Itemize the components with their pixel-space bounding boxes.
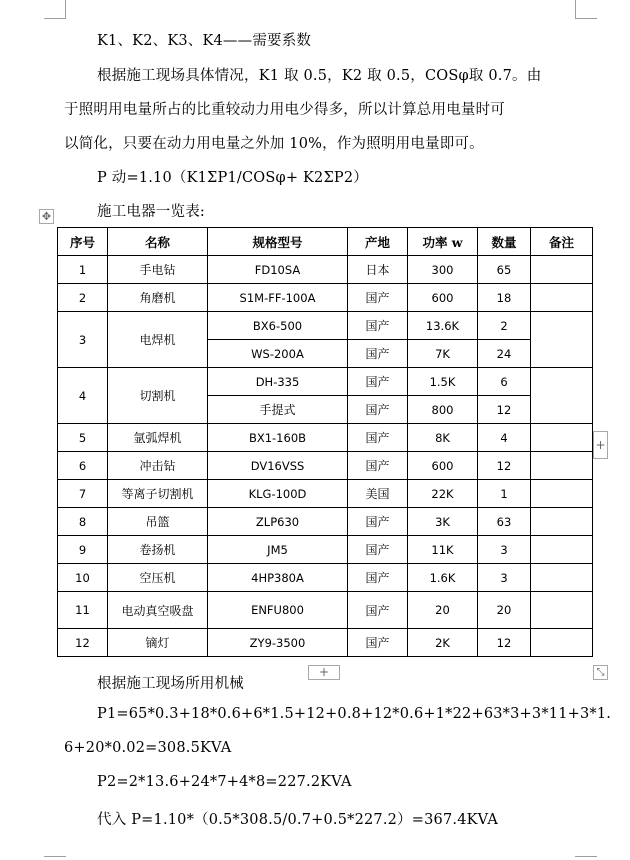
table-row <box>58 508 593 536</box>
cell-qty: 1 <box>478 480 531 508</box>
cell-qty: 24 <box>478 340 531 368</box>
cell-note <box>531 452 593 480</box>
cell-model: DH-335 <box>208 368 348 396</box>
cell-origin: 美国 <box>348 480 408 508</box>
cell-no: 6 <box>58 452 108 480</box>
cell-note <box>531 256 593 284</box>
heading-coefficients: K1、K2、K3、K4——需要系数 <box>97 33 312 49</box>
cell-power: 7K <box>408 340 478 368</box>
substitution-formula: 代入 P=1.10*（0.5*308.5/0.7+0.5*227.2）=367.4KVA <box>97 812 499 828</box>
cell-note <box>531 424 593 452</box>
cell-model: WS-200A <box>208 340 348 368</box>
cell-model: JM5 <box>208 536 348 564</box>
cell-origin: 国产 <box>348 396 408 424</box>
cell-model: ZY9-3500 <box>208 629 348 657</box>
cell-no: 3 <box>58 312 108 368</box>
header-note: 备注 <box>531 228 593 256</box>
header-origin: 产地 <box>348 228 408 256</box>
table-header-row <box>58 228 593 256</box>
cell-origin: 国产 <box>348 312 408 340</box>
cell-origin: 国产 <box>348 629 408 657</box>
cell-power: 300 <box>408 256 478 284</box>
cell-no: 10 <box>58 564 108 592</box>
cell-model: BX6-500 <box>208 312 348 340</box>
formula-p-power: P 动=1.10（K1ΣP1/COSφ+ K2ΣP2） <box>97 170 368 186</box>
equipment-table <box>57 227 593 657</box>
cell-origin: 日本 <box>348 256 408 284</box>
table-row <box>58 564 593 592</box>
table-row <box>58 284 593 312</box>
add-column-icon[interactable]: + <box>593 431 608 459</box>
cell-origin: 国产 <box>348 368 408 396</box>
cell-no: 5 <box>58 424 108 452</box>
paragraph-line-1: 根据施工现场具体情况，K1 取 0.5，K2 取 0.5，COSφ取 0.7。由 <box>97 68 542 84</box>
cell-qty: 3 <box>478 564 531 592</box>
cell-no: 1 <box>58 256 108 284</box>
table-move-handle-icon[interactable]: ✥ <box>39 209 54 224</box>
header-power: 功率 w <box>408 228 478 256</box>
cell-qty: 4 <box>478 424 531 452</box>
cell-note <box>531 564 593 592</box>
p1-formula-line-2: 6+20*0.02=308.5KVA <box>64 740 232 756</box>
cell-name: 电焊机 <box>108 312 208 368</box>
cell-qty: 20 <box>478 592 531 629</box>
cell-model: 4HP380A <box>208 564 348 592</box>
cell-origin: 国产 <box>348 424 408 452</box>
cell-power: 11K <box>408 536 478 564</box>
cell-qty: 3 <box>478 536 531 564</box>
cell-model: FD10SA <box>208 256 348 284</box>
cell-power: 1.5K <box>408 368 478 396</box>
cell-note <box>531 536 593 564</box>
cell-note <box>531 480 593 508</box>
table-row <box>58 592 593 629</box>
cell-qty: 12 <box>478 396 531 424</box>
cell-note <box>531 592 593 629</box>
header-name: 名称 <box>108 228 208 256</box>
crop-mark-top-right-h <box>575 18 597 19</box>
cell-note <box>531 508 593 536</box>
cell-qty: 18 <box>478 284 531 312</box>
cell-power: 8K <box>408 424 478 452</box>
header-qty: 数量 <box>478 228 531 256</box>
cell-name: 冲击钻 <box>108 452 208 480</box>
cell-name: 角磨机 <box>108 284 208 312</box>
cell-power: 800 <box>408 396 478 424</box>
table-caption: 施工电器一览表: <box>97 204 205 220</box>
p1-formula-line-1: P1=65*0.3+18*0.6+6*1.5+12+0.8+12*0.6+1*22+63*3+3*11+3*1. <box>97 706 612 722</box>
header-no: 序号 <box>58 228 108 256</box>
cell-note <box>531 284 593 312</box>
cell-power: 600 <box>408 452 478 480</box>
cell-name: 等离子切割机 <box>108 480 208 508</box>
cell-qty: 12 <box>478 452 531 480</box>
cell-model: BX1-160B <box>208 424 348 452</box>
cell-power: 1.6K <box>408 564 478 592</box>
add-row-icon[interactable]: + <box>308 665 340 680</box>
table-row <box>58 312 593 340</box>
machinery-intro: 根据施工现场所用机械 <box>97 676 244 692</box>
cell-origin: 国产 <box>348 536 408 564</box>
table-row <box>58 452 593 480</box>
table-row <box>58 536 593 564</box>
p2-formula: P2=2*13.6+24*7+4*8=227.2KVA <box>97 774 352 790</box>
table-row <box>58 629 593 657</box>
cell-origin: 国产 <box>348 340 408 368</box>
table-row <box>58 256 593 284</box>
cell-power: 22K <box>408 480 478 508</box>
cell-origin: 国产 <box>348 564 408 592</box>
cell-name: 电动真空吸盘 <box>108 592 208 629</box>
cell-power: 20 <box>408 592 478 629</box>
header-model: 规格型号 <box>208 228 348 256</box>
cell-no: 8 <box>58 508 108 536</box>
crop-mark-bottom-right-h <box>575 856 597 857</box>
cell-origin: 国产 <box>348 508 408 536</box>
cell-model: KLG-100D <box>208 480 348 508</box>
cell-model: ZLP630 <box>208 508 348 536</box>
cell-note <box>531 312 593 368</box>
table-row <box>58 368 593 396</box>
crop-mark-bottom-left-h <box>44 856 66 857</box>
cell-origin: 国产 <box>348 284 408 312</box>
cell-qty: 2 <box>478 312 531 340</box>
cell-qty: 63 <box>478 508 531 536</box>
cell-power: 13.6K <box>408 312 478 340</box>
cell-no: 7 <box>58 480 108 508</box>
cell-model: ENFU800 <box>208 592 348 629</box>
cell-no: 11 <box>58 592 108 629</box>
crop-mark-top-left-v <box>65 0 66 19</box>
cell-qty: 6 <box>478 368 531 396</box>
table-row <box>58 424 593 452</box>
cell-origin: 国产 <box>348 452 408 480</box>
cell-power: 600 <box>408 284 478 312</box>
cell-name: 镝灯 <box>108 629 208 657</box>
cell-no: 9 <box>58 536 108 564</box>
cell-name: 手电钻 <box>108 256 208 284</box>
cell-name: 氩弧焊机 <box>108 424 208 452</box>
cell-qty: 65 <box>478 256 531 284</box>
table-resize-icon[interactable]: ⤡ <box>593 665 608 680</box>
crop-mark-top-right-v <box>575 0 576 19</box>
crop-mark-top-left-h <box>44 18 66 19</box>
paragraph-line-2: 于照明用电量所占的比重较动力用电少得多，所以计算总用电量时可 <box>64 102 505 118</box>
cell-qty: 12 <box>478 629 531 657</box>
cell-name: 卷扬机 <box>108 536 208 564</box>
cell-note <box>531 368 593 424</box>
cell-name: 切割机 <box>108 368 208 424</box>
cell-name: 空压机 <box>108 564 208 592</box>
cell-name: 吊篮 <box>108 508 208 536</box>
cell-model: DV16VSS <box>208 452 348 480</box>
cell-no: 2 <box>58 284 108 312</box>
cell-no: 4 <box>58 368 108 424</box>
cell-origin: 国产 <box>348 592 408 629</box>
cell-note <box>531 629 593 657</box>
table-row <box>58 480 593 508</box>
cell-power: 3K <box>408 508 478 536</box>
cell-no: 12 <box>58 629 108 657</box>
cell-model: S1M-FF-100A <box>208 284 348 312</box>
paragraph-line-3: 以简化，只要在动力用电量之外加 10%，作为照明用电量即可。 <box>64 136 484 152</box>
cell-model: 手提式 <box>208 396 348 424</box>
cell-power: 2K <box>408 629 478 657</box>
